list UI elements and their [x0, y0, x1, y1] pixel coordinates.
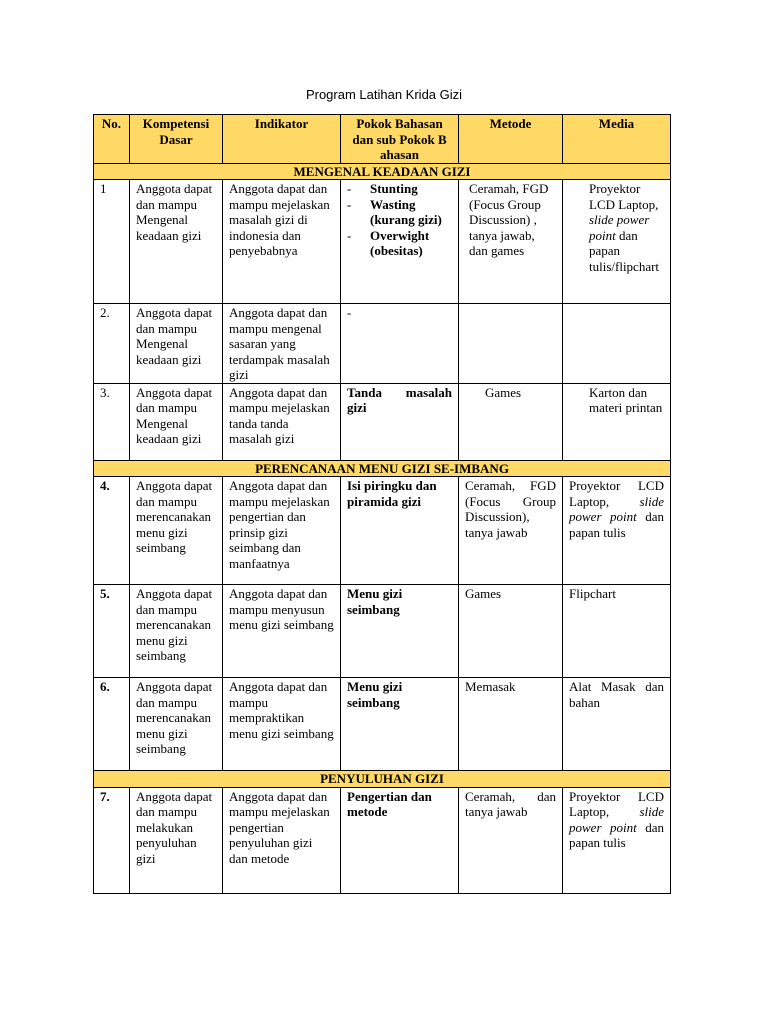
header-no: No.: [94, 115, 130, 164]
cell-indikator: Anggota dapat dan mampu mejelaskan pengertian dan prinsip gizi seimbang dan manfaatnya: [223, 477, 341, 585]
cell-metode: Games: [459, 585, 563, 678]
cell-metode: Ceramah, FGD (Focus Group Discussion), tanya jawab: [459, 477, 563, 585]
header-kompetensi: Kompetensi Dasar: [130, 115, 223, 164]
cell-pokok-bahasan: Menu gizi seimbang: [341, 678, 459, 771]
header-pokok-line-2: dan sub Pokok B: [352, 131, 447, 147]
cell-indikator: Anggota dapat dan mampu mejelaskan masalah gizi di indonesia dan penyebabnya: [223, 180, 341, 304]
header-metode: Metode: [459, 115, 563, 164]
cell-pokok-bahasan: [341, 304, 459, 384]
cell-media: [563, 304, 671, 384]
cell-no: 7.: [94, 787, 130, 893]
cell-no: 4.: [94, 477, 130, 585]
cell-kompetensi: Anggota dapat dan mampu melakukan penyuluhan gizi: [130, 787, 223, 893]
cell-kompetensi: Anggota dapat dan mampu Mengenal keadaan gizi: [130, 383, 223, 460]
cell-media: Karton dan materi printan: [563, 383, 671, 460]
table-row: [94, 678, 671, 771]
section-title: PENYULUHAN GIZI: [94, 771, 671, 788]
cell-no: 5.: [94, 585, 130, 678]
media-text: Proyektor LCD Laptop,: [569, 478, 664, 509]
cell-indikator: Anggota dapat dan mampu mejelaskan tanda tanda masalah gizi: [223, 383, 341, 460]
cell-no: 1: [94, 180, 130, 304]
header-indikator: Indikator: [223, 115, 341, 164]
program-table: [93, 114, 671, 894]
table-header-row: [94, 115, 671, 164]
section-title: PERENCANAAN MENU GIZI SE-IMBANG: [94, 460, 671, 477]
cell-pokok-bahasan: Pengertian dan metode: [341, 787, 459, 893]
cell-pokok-bahasan: Isi piringku dan piramida gizi: [341, 477, 459, 585]
table-row: [94, 383, 671, 460]
cell-pokok-bahasan: [341, 180, 459, 304]
cell-pokok-bahasan: Menu gizi seimbang: [341, 585, 459, 678]
cell-indikator: Anggota dapat dan mampu mempraktikan menu gizi seimbang: [223, 678, 341, 771]
cell-no: 2.: [94, 304, 130, 384]
section-title: MENGENAL KEADAAN GIZI: [94, 163, 671, 180]
table-row: [94, 304, 671, 384]
cell-kompetensi: Anggota dapat dan mampu merencanakan menu gizi seimbang: [130, 585, 223, 678]
cell-metode: Ceramah, dan tanya jawab: [459, 787, 563, 893]
topic-item: - Wasting (kurang gizi): [347, 197, 452, 228]
media-text: dan papan tulis/flipchart: [589, 227, 660, 274]
topic-item: - Overwight (obesitas): [347, 228, 452, 259]
document-title: Program Latihan Krida Gizi: [305, 87, 463, 102]
media-text: Proyektor LCD Laptop,: [589, 181, 659, 212]
cell-media: [563, 787, 671, 893]
cell-indikator: Anggota dapat dan mampu mengenal sasaran yang terdampak masalah gizi: [223, 304, 341, 384]
cell-indikator: Anggota dapat dan mampu mejelaskan pengertian penyuluhan gizi dan metode: [223, 787, 341, 893]
media-italic-text: slide power point: [589, 212, 650, 243]
cell-media: Alat Masak dan bahan: [563, 678, 671, 771]
cell-pokok-bahasan: Tanda masalah gizi: [341, 383, 459, 460]
header-media: Media: [563, 115, 671, 164]
cell-no: 6.: [94, 678, 130, 771]
section-row-penyuluhan: [94, 771, 671, 788]
cell-media: Flipchart: [563, 585, 671, 678]
table-row: [94, 585, 671, 678]
cell-kompetensi: Anggota dapat dan mampu Mengenal keadaan gizi: [130, 304, 223, 384]
table-row: [94, 180, 671, 304]
header-pokok-line-1: Pokok Bahasan: [356, 116, 443, 131]
topic-list: [347, 181, 452, 259]
cell-metode: Memasak: [459, 678, 563, 771]
cell-indikator: Anggota dapat dan mampu menyusun menu gizi seimbang: [223, 585, 341, 678]
table-row: [94, 477, 671, 585]
table-row: [94, 787, 671, 893]
cell-media: [563, 180, 671, 304]
media-text: Proyektor LCD Laptop,: [569, 788, 664, 819]
header-pokok-bahasan: [341, 115, 459, 164]
media-italic-text: slide power point: [569, 804, 664, 835]
topic-item: - Stunting: [347, 181, 452, 197]
media-text: dan papan tulis: [569, 509, 664, 540]
section-row-perencanaan: [94, 460, 671, 477]
cell-metode: Ceramah, FGD (Focus Group Discussion) , tanya jawab, dan games: [459, 180, 563, 304]
header-pokok-line-3: ahasan: [379, 147, 420, 162]
cell-kompetensi: Anggota dapat dan mampu Mengenal keadaan gizi: [130, 180, 223, 304]
cell-media: [563, 477, 671, 585]
cell-metode: [459, 304, 563, 384]
media-text: dan papan tulis: [569, 819, 664, 850]
section-row-mengenal: [94, 163, 671, 180]
media-italic-text: slide power point: [569, 493, 664, 524]
cell-kompetensi: Anggota dapat dan mampu merencanakan menu gizi seimbang: [130, 678, 223, 771]
cell-metode: Games: [459, 383, 563, 460]
cell-kompetensi: Anggota dapat dan mampu merencanakan menu gizi seimbang: [130, 477, 223, 585]
cell-no: 3.: [94, 383, 130, 460]
